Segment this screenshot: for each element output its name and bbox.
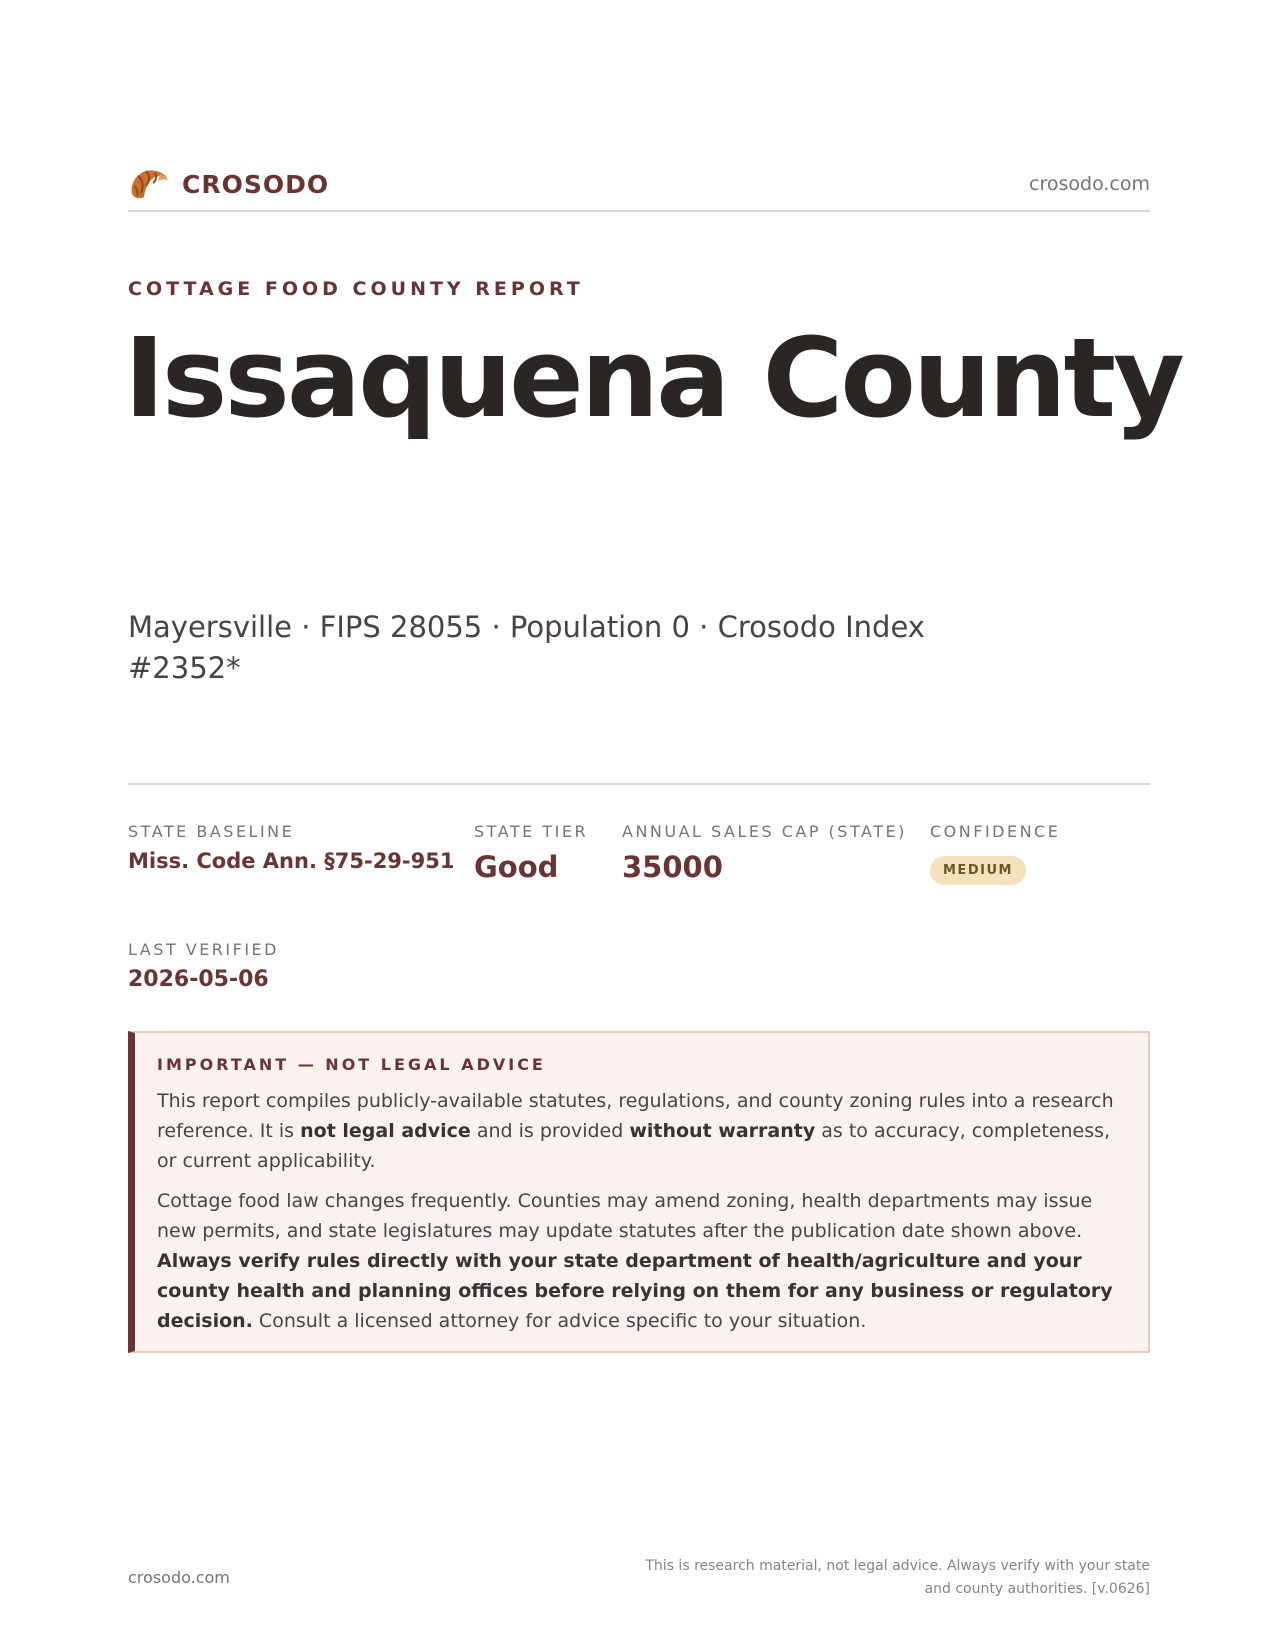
- notice-text: This report compiles publicly-available statutes, regulations, and county zoning rules into a research reference. It is: [157, 1090, 1114, 1142]
- notice-text: Cottage food law changes frequently. Counties may amend zoning, health departments may issue new permits, and state legislatures may update statutes after the publication date shown above.: [157, 1190, 1093, 1242]
- notice-emphasis: not legal advice: [300, 1120, 471, 1142]
- brand[interactable]: [128, 164, 329, 204]
- header-divider: [128, 210, 1150, 212]
- page-title: Issaquena County: [124, 314, 1182, 442]
- state-baseline-label: STATE BASELINE: [128, 822, 295, 841]
- notice-heading: IMPORTANT — NOT LEGAL ADVICE: [157, 1055, 546, 1074]
- notice-text: and is provided: [470, 1120, 630, 1142]
- header: [128, 158, 1150, 210]
- notice-emphasis: Always verify rules directly with your state department of health/agriculture and your county health and planning offices before relying on them for any business or regulatory decision.: [157, 1250, 1113, 1332]
- notice-paragraph-2: [157, 1186, 1132, 1336]
- state-baseline-value: Miss. Code Ann. §75-29-951: [128, 849, 455, 873]
- footer-disclaimer: This is research material, not legal advice. Always verify with your state and county authorities. [v.0626]: [645, 1558, 1150, 1597]
- brand-name: CROSODO: [182, 169, 330, 199]
- report-page: [124, 0, 1182, 1650]
- notice-text: as to accuracy, completeness, or current applicability.: [157, 1120, 1111, 1172]
- croissant-icon: [128, 164, 170, 204]
- state-tier-value: Good: [474, 850, 559, 884]
- legal-notice: [128, 1031, 1150, 1353]
- sales-cap-value: 35000: [622, 850, 723, 884]
- confidence-badge: MEDIUM: [930, 856, 1026, 885]
- section-divider: [128, 783, 1150, 785]
- confidence-label: CONFIDENCE: [930, 822, 1061, 841]
- notice-paragraph-1: [157, 1086, 1132, 1176]
- county-subtitle: Mayersville · FIPS 28055 · Population 0 · Crosodo Index #2352*: [128, 610, 925, 685]
- state-tier-label: STATE TIER: [474, 822, 589, 841]
- notice-text: Consult a licensed attorney for advice specific to your situation.: [252, 1310, 867, 1332]
- footer-site-link[interactable]: crosodo.com: [128, 1568, 230, 1587]
- report-eyebrow: COTTAGE FOOD COUNTY REPORT: [128, 278, 584, 300]
- notice-emphasis: without warranty: [629, 1120, 816, 1142]
- site-link[interactable]: crosodo.com: [1029, 173, 1150, 195]
- last-verified-value: 2026-05-06: [128, 967, 269, 992]
- last-verified-label: LAST VERIFIED: [128, 940, 279, 959]
- sales-cap-label: ANNUAL SALES CAP (STATE): [622, 822, 907, 841]
